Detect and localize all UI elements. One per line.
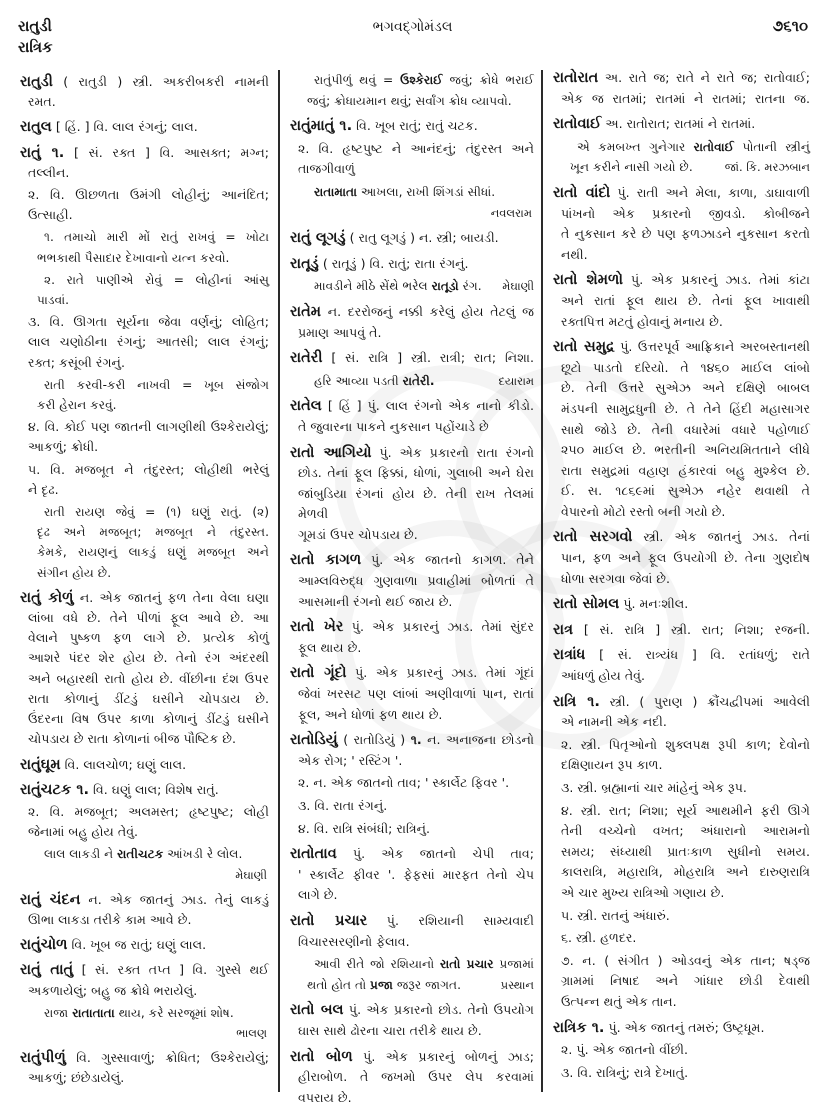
sense-line: ૩. વિ. રાતા રંગનું. — [298, 798, 388, 813]
definition-text: [ સં. રાત્રિ ] સ્ત્રી. રાત; નિશા; રજની. — [573, 621, 810, 637]
text-line: છોડ. તેનાં ફૂલ ફિક્કાં, ધોળાં, ગુલાબી અને ઘેરા — [298, 465, 534, 481]
quotation-line — [290, 954, 534, 975]
headword: રાતુંમાતું ૧. — [290, 117, 353, 135]
definition-text: વિ. ઘણું લાલ; વિશેષ રાતું. — [89, 781, 219, 797]
citation-source: મેઘાણી — [502, 279, 534, 294]
headword: રાતુંઘૂમ — [20, 755, 61, 773]
definition-text: [ હિં. ] વિ. લાલ રંગનું; લાલ. — [51, 119, 198, 135]
headword: રાત્રિ ૧. — [553, 692, 600, 710]
entry-line — [290, 1047, 534, 1068]
quotation-text: પોતાની સ્ત્રીનું — [734, 139, 810, 154]
headword: રાતો આગિયો — [290, 443, 372, 461]
text-line: વેલાને પુષ્કળ ફળ લાગે છે. પ્રત્યેક કોળું — [28, 630, 269, 646]
text-line: અને રાતાં ફૂલ થાય છે. તેનાં ફૂલ ખાવાથી — [561, 292, 810, 308]
text-line: અકળાયેલું; બહુ જ ક્રોધે ભરાયેલું. — [28, 982, 198, 998]
definition-text: અ. રાતે જ; રાતે ને રાતે જ; રાતોવાઈ; — [598, 70, 810, 85]
text-line: સમય; સંધ્યાથી પ્રાતઃકાળ સુધીનો સમય. — [561, 843, 810, 859]
text-line: આશરે પંદર શેર હોય છે. તેનો રંગ અંદરથી — [28, 650, 269, 666]
sense-line: ૫. વિ. મજબૂત ને તંદુરસ્ત; લોહીથી ભરેલું — [28, 461, 269, 477]
column-2 — [290, 70, 534, 1108]
sense-line: ૭. ન. ( સંગીત ) ઓડવનું એક તાન; ષડ્જ — [561, 952, 810, 968]
emphasis-text: પ્રજા — [370, 977, 394, 992]
headword: રાતુંચટક ૧. — [20, 780, 90, 798]
text-line: અને બહારથી રાતો હોય છે. વીંછીના દંશ ઉપર — [28, 670, 269, 686]
entry-line — [553, 645, 810, 666]
quotation-line — [290, 182, 534, 203]
text-line: એક જ રાતમાં; રાતમાં ને રાતમાં; રાતના જ. — [561, 90, 810, 106]
quotation-text: ખૂન કરીને નાસી ગયો છે. — [570, 160, 693, 175]
idiom-line: ભભકાથી પૈસાદાર દેખાવાનો યત્ન કરવો. — [37, 250, 230, 265]
text-line: રક્ત; કસૂંબી રંગનું. — [28, 354, 125, 370]
sense-line: ૨. ન. એક જાતનો તાવ; ' સ્કાર્લેટ ફિવર '. — [298, 775, 510, 791]
headword: રાતો શેમળો — [553, 271, 624, 289]
text-line: ઘાસ સાથે ઢોરના ચારા તરીકે થાય છે. — [298, 1022, 482, 1038]
entry-line — [553, 183, 810, 204]
headword: રાતેમ — [290, 302, 322, 320]
text-line: ગૂમડાં ઉપર ચોપડાય છે. — [298, 526, 418, 542]
headword: રાતોવાઈ — [553, 115, 602, 133]
column-1 — [20, 72, 269, 1089]
headword: રાતો પ્રચાર — [290, 911, 368, 929]
sense-line: ૩. વિ. ઊગતા સૂર્યના જેવા વર્ણનું; લોહિત; — [28, 314, 269, 330]
sense-line: ૨. વિ. મજબૂત; અલમસ્ત; હૃષ્ટપુષ્ટ; લોહી — [28, 803, 269, 819]
headword: રાતું તાતું — [20, 961, 74, 979]
text-line: ને દૃઢ. — [28, 481, 59, 497]
quotation-line — [290, 371, 534, 392]
definition-text: ન. દરરોજનું નક્કી કરેલું હોય તેટલું જ — [321, 303, 534, 319]
column-3 — [553, 68, 810, 1083]
sense-line: ૨. વિ. ઊછળતા ઉમંગી લોહીનું; આનંદિત; — [28, 187, 269, 203]
definition-text: પું. એક જાતનો ચેપી તાવ; — [336, 846, 534, 862]
entry-line — [290, 844, 534, 865]
idiom-line: ૧. તમાચો મારી મોં રાતું રાખવું = ખોટા — [44, 230, 269, 245]
text-line: ફૂલ, અને ધોળાં ફળ થાય છે. — [298, 706, 443, 722]
sense-line: ૨. વિ. હૃષ્ટપુષ્ટ ને આનંદનું; તંદુરસ્ત અને — [298, 140, 534, 156]
emphasis-text: રાતોવાઈ — [693, 139, 735, 154]
text-line: ધોળા સરગવા જેવાં છે. — [561, 570, 671, 586]
headword: રાતૂડું — [290, 254, 319, 272]
definition-text: ( રાતુ લૂગડું ) ન. સ્ત્રી; બાયડી. — [345, 230, 499, 246]
headword: રાતુંપીળું — [20, 1049, 66, 1067]
text-line: એ નામની એક નદી. — [561, 714, 667, 730]
entry-line — [290, 116, 534, 137]
entry-line — [20, 890, 269, 910]
entry-line — [290, 617, 534, 638]
entry-line — [20, 780, 269, 800]
entry-line — [20, 143, 269, 163]
quotation-line — [290, 276, 534, 297]
text-line: તે જુવારના પાકને નુકસાન પહોંચાડે છે — [298, 418, 489, 434]
citation-source: પ્રસ્થાન — [500, 977, 534, 992]
text-line: જેવાં ખરસટ પણ લાંબાં અણીવાળાં પાન, રાતાં — [298, 686, 534, 702]
entry-line — [290, 254, 534, 275]
sense-line: ૩. સ્ત્રી. બ્રહ્માનાં ચાર માંહેનું એક રૂપ. — [561, 780, 747, 795]
quotation-text: જરૂર જાગત. — [393, 977, 461, 992]
definition-text: સ્ત્રી. ( પુરાણ ) ક્રૌંચદ્વીપમાં આવેલી — [599, 693, 810, 709]
column-divider — [278, 70, 280, 1092]
page-title: ભગવદ્ગોમંડલ — [372, 19, 453, 35]
definition-text: ન. એક જાતનું ફળ તેના વેલા ઘણા — [73, 589, 269, 605]
text-line: ઉંદરના વિષ ઉપર કાળા કોળાનું ડીંટડું ઘસીને — [28, 711, 269, 727]
definition-text: અ. રાતોરાત; રાતમાં ને રાતમાં. — [601, 116, 756, 132]
definition-text: [ હિં ] પું. લાલ રંગનો એક નાનો કીડો. — [321, 398, 534, 414]
quotation-text: થાય, કરે સરજૂમાં શોષ. — [114, 1005, 234, 1020]
page-number: ૭૬૧૦ — [772, 17, 808, 35]
idiom-line: જવું; ક્રોધાયમાન થવું; સર્વાંગ ક્રોધ વ્યાપવો. — [307, 93, 512, 108]
quotation-text: હરિ આવ્યા પડતી — [314, 373, 403, 388]
headword: રાતું કોળું — [20, 588, 74, 606]
idiom-text: રાતુંપીળું થવું = — [314, 73, 401, 87]
entry-line — [290, 550, 534, 571]
emphasis-text: રાતાતાતા — [72, 1005, 115, 1020]
quotation-line — [20, 1003, 269, 1023]
definition-text: ( રાતોડિયું ) — [337, 732, 411, 748]
entry-line — [290, 663, 534, 684]
idiom-line: સંગીન હોય છે. — [37, 565, 112, 580]
entry-line — [290, 1000, 534, 1021]
definition-text: વિ. ગુસ્સાવાળું; ક્રોધિત; ઉશ્કેરાયેલું; — [65, 1050, 269, 1066]
definition-text: [ સં. રાત્રિ ] સ્ત્રી. રાત્રી; રાત; નિશા. — [322, 350, 534, 366]
headword: રાતુડી — [20, 73, 53, 90]
text-line: હીરાબોળ. તે જખમો ઉપર લેપ કરવામાં — [298, 1069, 534, 1085]
quotation-text: રાજા — [44, 1005, 73, 1020]
citation-source: નવલરામ — [490, 205, 532, 220]
headword: રાતેલ — [290, 397, 322, 415]
text-line: ચોપડાય છે રાતા કોળાનાં બીજ પૌષ્ટિક છે. — [28, 731, 237, 747]
definition-text: પું. એક પ્રકારનું ઝાડ. તેમાં ગૂંદાં — [346, 665, 534, 681]
text-line: લાલ ચણોઠીના રંગનું; આતસી; લાલ રંગનું; — [28, 334, 269, 350]
definition-text: ન. એક જાતનું ઝાડ. તેનું લાકડું — [80, 891, 269, 907]
definition-text: [ સં. રક્ત તપ્ત ] વિ. ગુસ્સે થઈ — [73, 962, 269, 978]
headword: રાતો ખેર — [290, 618, 344, 636]
definition-text: પું. એક જાતનું તમરું; ઉષ્ટ્રધૂમ. — [604, 1019, 765, 1035]
definition-text: પું. એક પ્રકારનું ઝાડ. તેમાં સુંદર — [343, 619, 534, 635]
citation-source: મેઘાણી — [235, 867, 267, 882]
idiom-line: પાડવાં. — [37, 293, 70, 308]
headword: રાતું લૂગડું — [290, 229, 346, 247]
entry-line — [20, 935, 269, 955]
quotation-line — [290, 975, 534, 996]
idiom-text: જવું; ક્રોધે ભરાઈ — [442, 73, 535, 87]
idiom-line: દૃઢ અને મજબૂત; મજબૂત ને તંદુરસ્ત. — [37, 525, 269, 540]
citation-source: દયારામ — [498, 373, 534, 388]
quotation-text: રંગ. — [458, 279, 482, 294]
text-line: વેપારનો મોટો રસ્તો બની ગયો છે. — [561, 503, 726, 519]
text-line: આસમાની રંગનો થઈ જાય છે. — [298, 593, 453, 609]
text-line: દક્ષિણાયન રૂપ કાળ. — [561, 757, 663, 773]
entry-line — [20, 755, 269, 775]
text-line: તાજગીવાળું — [298, 161, 355, 177]
text-line: રાતા સમુદ્રમાં વહાણ હંકારવાં બહુ મુશ્કેલ છે. — [561, 462, 810, 478]
headword: રાતો ગૂંદો — [290, 664, 347, 682]
definition-text: પું. રશિયાની સામ્યવાદી — [367, 912, 534, 928]
text-line: પાંખનો એક પ્રકારનો જીવડો. કોબીજને — [561, 205, 810, 221]
guide-word-last: રાત્રિક — [18, 38, 53, 56]
idiom-line: કરી હેરાન કરવું. — [37, 398, 117, 413]
definition-text: પું. રાતી અને મેલા, કાળા, ડાઘાવાળી — [610, 184, 810, 200]
definition-text: સ્ત્રી. એક જાતનું ઝાડ. તેનાં — [632, 529, 810, 545]
definition-text: [ સં. રક્ત ] વિ. આસક્ત; મગ્ન; — [64, 144, 270, 160]
quotation-text: આખલા, રાખી શિંગડાં સીધાં. — [357, 184, 496, 199]
headword: રાતોરાત — [553, 69, 599, 86]
entry-line — [553, 114, 810, 135]
entry-line — [553, 692, 810, 713]
headword: રાતુંચોળ — [20, 936, 68, 954]
entry-line — [553, 337, 810, 358]
quotation-line — [553, 137, 810, 158]
idiom-line — [290, 70, 534, 91]
text-line: આકળું; છંછેડાયેલું. — [28, 1070, 125, 1086]
entry-line — [553, 527, 810, 548]
quotation-text: થતો હોત તો — [307, 977, 371, 992]
idiom-line: રાતી કરવી-કરી નાખવી = ખૂબ સંજોગ — [44, 377, 269, 392]
entry-line — [553, 270, 810, 291]
sense-line: ૩. વિ. રાત્રિનું; રાત્રે દેખાતું. — [561, 1064, 689, 1080]
guide-word-first: રાતુડી — [18, 17, 52, 35]
headword: રાતેરી — [290, 349, 323, 367]
definition-text: પું. એક જાતનો કાગળ. તેને — [361, 552, 534, 568]
headword: રાતો બોળ — [290, 1047, 353, 1065]
definition-text: વિ. ખૂબ રાતું; રાતું ચટક. — [352, 118, 478, 134]
quotation-text: આવી રીતે જો રશિયાનો — [314, 957, 440, 972]
column-divider — [541, 70, 543, 1092]
headword: રાતું ૧. — [20, 143, 65, 161]
text-line: ઈ. સ. ૧૮૬૯માં સુએઝ નહેર થવાથી તે — [561, 483, 810, 499]
text-line: રક્તપિત્ત મટતું હોવાનું મનાય છે. — [561, 313, 723, 329]
definition-text: પું. એક પ્રકારનો રાતા રંગનો — [371, 444, 534, 460]
headword: રાત્ર — [553, 620, 574, 638]
text-line: જેનામાં બહુ હોય તેવું. — [28, 824, 139, 840]
entry-line — [290, 228, 534, 249]
idiom-line: રાતી રાયણ જેવું = (૧) ઘણું રાતું. (૨) — [44, 505, 269, 520]
headword: રાતો બલ — [290, 1001, 344, 1019]
emphasis-text: રાતીચટક — [117, 847, 164, 862]
entry-line — [290, 911, 534, 932]
headword: રાતોતાવ — [290, 845, 337, 863]
definition-text: પું. એક પ્રકારનું ઝાડ. તેમાં કાંટા — [623, 272, 810, 288]
quotation-line — [553, 157, 810, 178]
entry-line — [553, 1018, 810, 1039]
sense-line: ૬. સ્ત્રી. હળદર. — [561, 930, 637, 946]
entry-line — [290, 730, 534, 751]
headword: રાત્રાંધ — [553, 646, 586, 664]
entry-line — [20, 72, 269, 92]
sense-line: ૫. સ્ત્રી. રાતનું અંધારું. — [561, 907, 670, 923]
text-line: ઊભા લાકડા તરીકે કામ આવે છે. — [28, 911, 192, 927]
text-line: આકળું; ક્રોધી. — [28, 439, 99, 455]
definition-text: પું. એક પ્રકારનો છોડ. તેનો ઉપયોગ — [343, 1002, 534, 1018]
text-line: નથી. — [561, 246, 588, 262]
text-line: સાથે જોડે છે. તેની વધારેમાં વધારે પહોળાઈ — [561, 421, 810, 437]
idiom-line: કેમકે, રાયણનું લાકડું ઘણું મજબૂત અને — [37, 545, 269, 560]
definition-text: વિ. લાલચોળ; ઘણું લાલ. — [60, 756, 187, 772]
quotation-text: પ્રજામાં — [493, 957, 534, 972]
quotation-text: આંખડી રે લોલ. — [163, 847, 243, 862]
sense-line: ૪. વિ. રાત્રિ સંબંધી; રાત્રિનું. — [298, 820, 430, 836]
entry-line — [553, 68, 810, 89]
quotation-text: લાલ લાકડી ને — [44, 847, 118, 862]
headword: રાતો કાગળ — [290, 551, 362, 569]
text-line: તેની વચ્ચેનો વખત; અંધારાનો આરામનો — [561, 823, 810, 839]
entry-line — [20, 1048, 269, 1068]
definition-text: [ સં. રાત્ર્યંધ ] વિ. રતાંધળું; રાતે — [585, 647, 810, 663]
citation-source: ભાલણ — [236, 1025, 267, 1040]
headword: રાતુલ — [20, 118, 52, 136]
text-line: તલ્લીન. — [28, 164, 70, 180]
definition-text: પું. મનઃશીલ. — [619, 596, 689, 612]
definition-text: ( રાતુડી ) સ્ત્રી. અકરીબકરી નામની — [52, 74, 269, 89]
sense-line: ૪. સ્ત્રી. રાત; નિશા; સૂર્ય આથમીને ફરી ઊગે — [561, 802, 810, 818]
headword: રાતો સોમલ — [553, 595, 620, 613]
entry-line — [553, 620, 810, 641]
sense-number: ૧. — [410, 732, 422, 748]
entry-line — [20, 588, 269, 608]
text-line: ઉત્સાહી. — [28, 207, 73, 223]
definition-text: ( રાતૂડું ) વિ. રાતું; રાતા રંગનું. — [318, 255, 469, 271]
emphasis-text: ઉશ્કેરાઈ — [400, 73, 443, 87]
entry-line — [553, 594, 810, 615]
text-line: પ્રમાણ આપવું તે. — [298, 324, 382, 340]
definition-text: પું. એક પ્રકારનું બોળનું ઝાડ; — [352, 1048, 535, 1064]
quotation-line — [20, 844, 269, 864]
text-line: છૂટો પાડતો દરિયો. તે ૧૪૬૦ માઈલ લાંબો — [561, 359, 810, 375]
idiom-line: ૨. રાતે પાણીએ રોવું = લોહીનાં આંસુ — [44, 272, 269, 287]
emphasis-text: રાતેરી. — [402, 373, 435, 388]
definition-text: ન. અનાજના છોડનો — [421, 732, 535, 748]
text-line: તે નુકસાન કરે છે પણ ફળઝાડને નુકસાન કરતો — [561, 226, 810, 242]
text-line: છે. તેની ઉત્તરે સુએઝ અને દક્ષિણે બાબલ — [561, 380, 810, 396]
entry-line — [290, 396, 534, 417]
definition-text: વિ. ખૂબ જ રાતું; ઘણું લાલ. — [67, 937, 207, 953]
text-line: જાંબુડિયા રંગનાં હોય છે. તેની રાખ તેલમાં મેળવી — [298, 485, 534, 522]
quotation-text: એ કમબખ્ત ગુનેગાર — [577, 139, 694, 154]
sense-line: ૪. વિ. કોઈ પણ જાતની લાગણીથી ઉશ્કેરાયેલું; — [28, 419, 269, 435]
text-line: રાતા કોળાનું ડીંટડું ઘસીને ચોપડાય છે. — [28, 690, 269, 706]
sense-line: ૨. સ્ત્રી. પિતૃઓનો શુક્લપક્ષ રૂપી કાળ; દેવોનો — [561, 736, 810, 752]
citation-source: જાં. કિ. મરઝબાન — [724, 160, 810, 175]
headword: રાતો સમુદ્ર — [553, 338, 615, 356]
emphasis-text: રાતામાતા — [314, 184, 358, 199]
text-line: આમ્લવિરુદ્ધ ગુણવાળા પ્રવાહીમાં બોળતાં તે — [298, 573, 534, 589]
headword: રાતોડિયું — [290, 731, 338, 749]
headword: રાતો વાંદો — [553, 183, 611, 201]
entry-line — [290, 443, 534, 464]
headword: રાતો સરગવો — [553, 528, 633, 546]
text-line: મંડપની સામુદ્રધુની છે. તે તેને હિંદી મહાસાગર — [561, 400, 810, 416]
entry-line — [20, 117, 269, 137]
entry-line — [290, 348, 534, 369]
text-line: આંધળું હોય તેવું. — [561, 668, 646, 684]
text-line: ઉત્પન્ન થતું એક તાન. — [561, 993, 677, 1009]
text-line: ' સ્કાર્લેટ ફીવર '. ફેફસાં મારફત તેનો ચેપ — [298, 866, 534, 882]
text-line: કાલરાત્રિ, મહારાત્રિ, મોહરાત્રિ અને દારુણરાત્રિ — [561, 864, 810, 880]
text-line: પાન, ફળ અને ફૂલ ઉપયોગી છે. તેના ગુણદોષ — [561, 550, 810, 566]
headword: રાતું ચંદન — [20, 890, 81, 908]
quotation-text: માવડીને મીઠે સેંથે ભરેલ — [314, 279, 432, 294]
sense-line: ૨. પું. એક જાતનો વીંછી. — [561, 1042, 688, 1058]
text-line: ગ્રામમાં નિષાદ અને ગાંધાર છોડી દેવાથી — [561, 973, 810, 989]
text-line: ૨૫૦ માઈલ છે. ભરતીની અનિયમિતતાને લીધે — [561, 442, 810, 458]
text-line: એ ચાર મુખ્ય રાત્રિઓ ગણાય છે. — [561, 884, 725, 900]
text-line: વિચારસરણીનો ફેલાવ. — [298, 933, 410, 949]
definition-text: પું. ઉત્તરપૂર્વ આફ્રિકાને અરબસ્તાનથી — [614, 339, 810, 355]
entry-line — [20, 960, 269, 980]
text-line: લાંબા વધે છે. તેને પીળાં ફૂલ આવે છે. આ — [28, 610, 269, 626]
emphasis-text: રાતો પ્રચાર — [439, 957, 494, 972]
text-line: એક રોગ; ' રસ્ટિંગ '. — [298, 752, 403, 768]
text-line: લાગે છે. — [298, 887, 338, 903]
text-line: વપરાય છે. — [298, 1089, 352, 1105]
text-line: રમત. — [28, 94, 56, 110]
text-line: ફૂલ થાય છે. — [298, 639, 362, 655]
headword: રાત્રિક ૧. — [553, 1018, 605, 1036]
emphasis-text: રાતૂડો — [431, 279, 459, 294]
entry-line — [290, 302, 534, 323]
